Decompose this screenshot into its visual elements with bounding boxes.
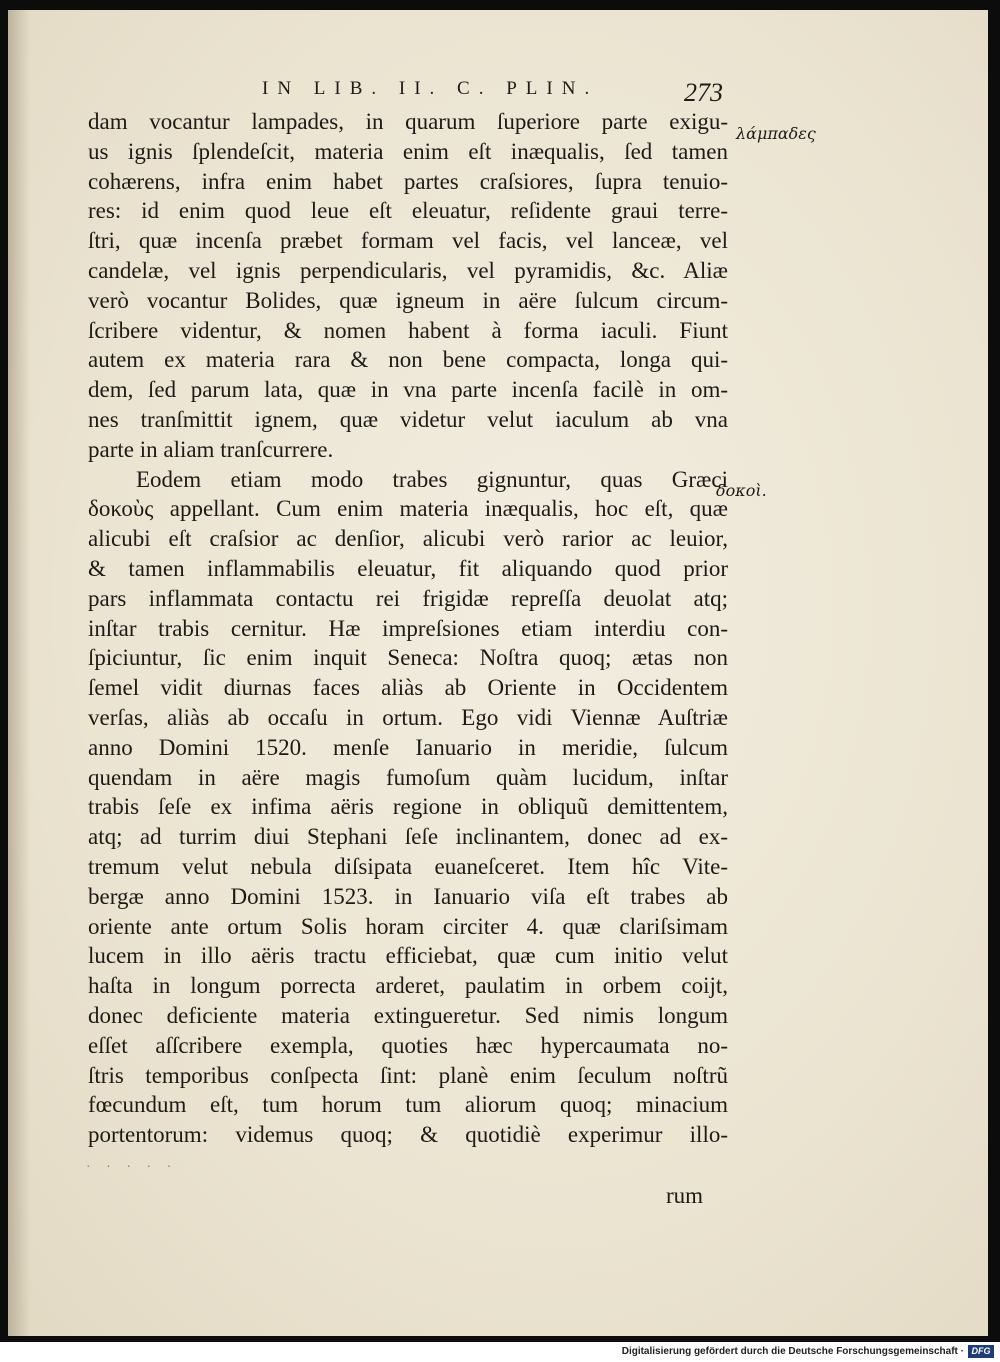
body-text [88, 107, 728, 1150]
text-line: eſſet aſſcribere exempla, quoties hæc hypercaumata no- [88, 1032, 728, 1058]
text-line: oriente ante ortum Solis horam circiter 4. quæ clariſsimam [88, 913, 728, 939]
running-head: IN LIB. II. C. PLIN. [262, 78, 599, 99]
text-line: autem ex materia rara & non bene compacta, longa qui- [88, 347, 728, 373]
gutter-shadow [8, 10, 30, 1336]
text-line: bergæ anno Domini 1523. in Ianuario viſa eſt trabes ab [88, 883, 728, 909]
text-line: δοκοὺς appellant. Cum enim materia inæqualis, hoc eſt, quæ [88, 496, 728, 522]
text-line: ſemel vidit diurnas faces aliàs ab Oriente in Occidentem [88, 675, 728, 701]
text-line: tremum velut nebula diſsipata euaneſceret. Item hîc Vite- [88, 853, 728, 879]
text-line: fœcundum eſt, tum horum tum aliorum quoq; minacium [88, 1092, 728, 1118]
text-line: ſcribere videntur, & nomen habent à forma iaculi. Fiunt [88, 317, 728, 343]
text-line: Eodem etiam modo trabes gignuntur, quas Græci [136, 466, 728, 492]
text-line: donec deficiente materia extingueretur. Sed nimis longum [88, 1002, 728, 1028]
text-line: verò vocantur Bolides, quæ igneum in aëre ſulcum circum- [88, 287, 728, 313]
text-line: ſpiciuntur, ſic enim inquit Seneca: Noſtra quoq; ætas non [88, 645, 728, 671]
text-line: quendam in aëre magis fumoſum quàm lucidum, inſtar [88, 764, 728, 790]
text-line: cohærens, infra enim habet partes craſsiores, ſupra tenuio- [88, 168, 728, 194]
text-line: candelæ, vel ignis perpendicularis, vel pyramidis, &c. Aliæ [88, 257, 728, 283]
text-line: us ignis ſplendeſcit, materia enim eſt inæqualis, ſed tamen [88, 138, 728, 164]
catchword: rum [666, 1183, 704, 1208]
text-line: portentorum: videmus quoq; & quotidiè experimur illo- [88, 1122, 728, 1148]
text-line: parte in aliam tranſcurrere. [88, 436, 334, 462]
page-number: 273 [684, 78, 723, 107]
text-line: lucem in illo aëris tractu efficiebat, quæ cum initio velut [88, 943, 728, 969]
text-line: ſtris temporibus conſpecta ſint: planè enim ſeculum noſtrũ [88, 1062, 728, 1088]
signature-mark: · · · · · [86, 1160, 178, 1175]
marginal-note-lampades: λάμπαδες [736, 124, 816, 143]
marginal-note-dokoi: δοκοὶ. [716, 481, 767, 500]
text-line: ſtri, quæ incenſa præbet formam vel facis, vel lanceæ, vel [88, 228, 728, 254]
text-line: verſas, aliàs ab occaſu in ortum. Ego vidi Viennæ Auſtriæ [88, 704, 728, 730]
text-line: anno Domini 1520. menſe Ianuario in meridie, ſulcum [88, 734, 728, 760]
text-line: alicubi eſt craſsior ac denſior, alicubi verò rarior ac leuior, [88, 526, 728, 552]
text-line: dam vocantur lampades, in quarum ſuperiore parte exigu- [88, 109, 728, 134]
text-line: res: id enim quod leue eſt eleuatur, reſidente graui terre- [88, 198, 728, 224]
text-line: atq; ad turrim diui Stephani ſeſe inclinantem, donec ad ex- [88, 824, 728, 850]
text-line: nes tranſmittit ignem, quæ videtur velut iaculum ab vna [88, 406, 728, 432]
text-line: dem, ſed parum lata, quæ in vna parte incenſa facilè in om- [88, 377, 728, 403]
dfg-logo[interactable]: DFG [968, 1345, 994, 1358]
text-line: trabis ſeſe ex infima aëris regione in obliquũ demittentem, [88, 794, 728, 820]
text-line: pars inflammata contactu rei frigidæ repreſſa deuolat atq; [88, 585, 728, 611]
digitization-credit: Digitalisierung gefördert durch die Deutsche Forschungsgemeinschaft · [621, 1346, 964, 1357]
text-line: haſta in longum porrecta arderet, paulatim in orbem coijt, [88, 973, 728, 999]
text-line: inſtar trabis cernitur. Hæ impreſsiones etiam interdiu con- [88, 615, 728, 641]
text-line: & tamen inflammabilis eleuatur, fit aliquando quod prior [88, 555, 728, 581]
